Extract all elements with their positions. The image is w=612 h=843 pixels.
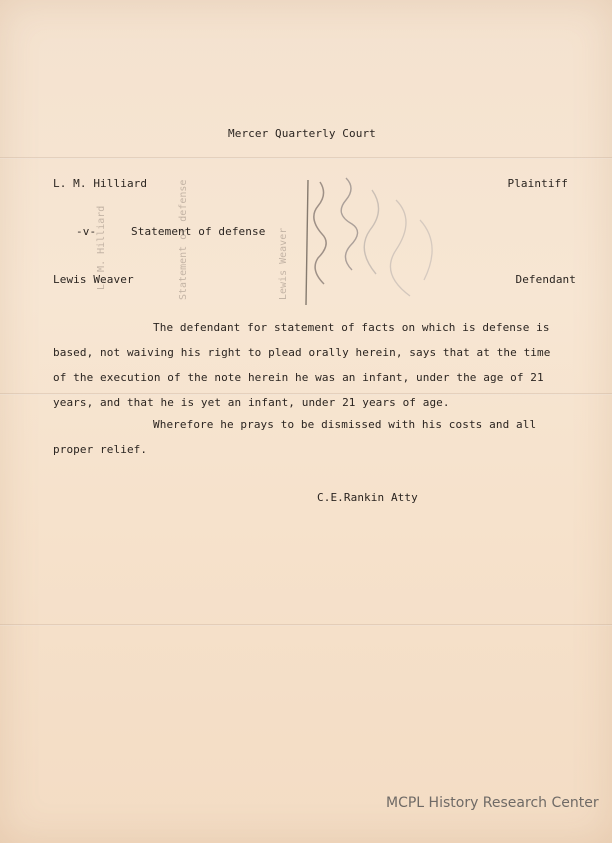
bleed-through-mark: Statement of defense (178, 179, 189, 300)
bleed-through-mark: L. M. Hilliard (96, 205, 107, 290)
archive-watermark: MCPL History Research Center (386, 795, 599, 811)
body-line: years, and that he is yet an infant, under 21 years of age. (53, 396, 450, 409)
body-line: of the execution of the note herein he was an infant, under the age of 21 (53, 371, 544, 384)
prayer-line: Wherefore he prays to be dismissed with his costs and all (153, 418, 537, 431)
prayer-line: proper relief. (53, 443, 148, 456)
body-line: The defendant for statement of facts on which is defense is (153, 321, 550, 334)
attorney-signature: C.E.Rankin Atty (317, 491, 418, 504)
versus-mark: -v- (76, 225, 97, 238)
handwritten-filing-note (300, 170, 470, 320)
document-title: Statement of defense (131, 225, 266, 238)
body-line: based, not waiving his right to plead orally herein, says that at the time (53, 346, 551, 359)
bleed-through-mark: Lewis Weaver (278, 227, 289, 300)
fold-line (0, 624, 612, 626)
court-title: Mercer Quarterly Court (228, 127, 376, 140)
defendant-label: Defendant (515, 273, 576, 286)
defendant-name: Lewis Weaver (53, 273, 134, 286)
fold-line (0, 157, 612, 159)
plaintiff-label: Plaintiff (507, 177, 568, 190)
plaintiff-name: L. M. Hilliard (53, 177, 148, 190)
fold-line (0, 393, 612, 395)
